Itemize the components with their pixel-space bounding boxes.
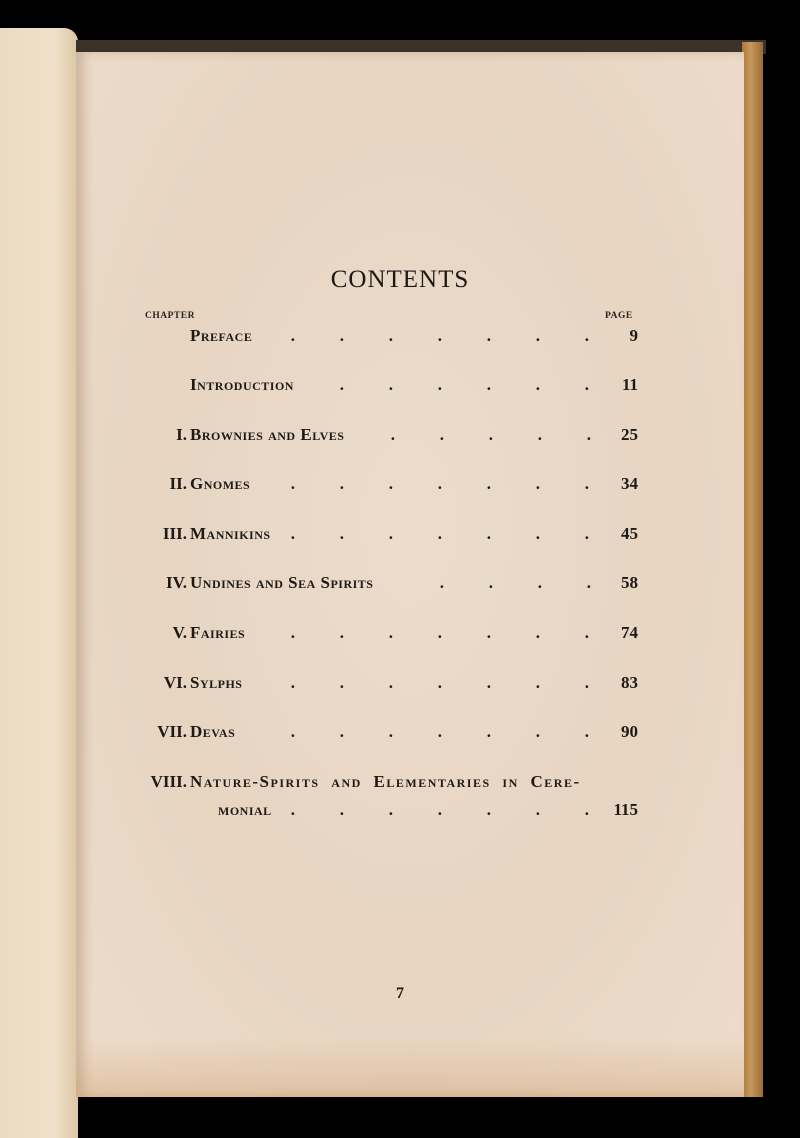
leader-dots: . . . . . . . xyxy=(290,800,589,819)
page-column-header: PAGE xyxy=(605,311,633,321)
leader-dots: . . . . . . xyxy=(339,375,589,394)
page-number: 83 xyxy=(621,673,638,692)
page-number: 34 xyxy=(621,474,638,493)
page-number: 11 xyxy=(621,375,638,394)
entry-title: Nature-Spirits and Elementaries in Cere- xyxy=(190,772,581,791)
page-number: 9 xyxy=(629,326,638,345)
chapter-number: II. xyxy=(169,474,187,493)
entry-title: Undines and Sea Spirits xyxy=(190,573,374,592)
leader-dots: . . . . . . . xyxy=(290,623,589,642)
entry-title: Fairies xyxy=(190,623,246,642)
page-title: CONTENTS xyxy=(330,266,470,293)
toc-entry-chapter-5 xyxy=(140,623,638,647)
leader-dots: . . . . . . . xyxy=(290,474,589,493)
entry-title: Preface xyxy=(190,326,253,345)
book-fore-edge xyxy=(742,42,763,1097)
toc-entry-introduction xyxy=(140,375,638,399)
chapter-number: VII. xyxy=(157,722,187,741)
toc-entry-chapter-3 xyxy=(140,524,638,548)
chapter-number: IV. xyxy=(166,573,187,592)
toc-entry-chapter-1 xyxy=(140,425,638,449)
toc-entry-chapter-2 xyxy=(140,474,638,498)
chapter-number: VI. xyxy=(163,673,187,692)
folio-page-number: 7 xyxy=(396,985,404,1002)
entry-title: Mannikins xyxy=(190,524,271,543)
leader-dots: . . . . . . . xyxy=(290,722,589,741)
chapter-number: III. xyxy=(162,524,187,543)
chapter-column-header: CHAPTER xyxy=(145,311,195,321)
entry-title: Sylphs xyxy=(190,673,243,692)
leader-dots: . . . . . . . xyxy=(290,673,589,692)
chapter-number: VIII. xyxy=(150,772,187,791)
page-number: 25 xyxy=(621,425,638,444)
leader-dots: . . . . . . . xyxy=(290,524,589,543)
page-number: 115 xyxy=(613,800,638,819)
toc-entry-chapter-8 xyxy=(140,772,638,796)
entry-title: Brownies and Elves xyxy=(190,425,345,444)
leader-dots: . . . . xyxy=(439,573,591,592)
page-number: 90 xyxy=(621,722,638,741)
chapter-number: I. xyxy=(176,425,187,444)
entry-title: Gnomes xyxy=(190,474,251,493)
chapter-number: V. xyxy=(172,623,187,642)
toc-entry-chapter-7 xyxy=(140,722,638,746)
foxing-stain xyxy=(76,1037,744,1097)
page-number: 45 xyxy=(621,524,638,543)
toc-entry-chapter-6 xyxy=(140,673,638,697)
leader-dots: . . . . . xyxy=(390,425,591,444)
toc-entry-chapter-8-continued xyxy=(140,800,638,824)
toc-entry-chapter-4 xyxy=(140,573,638,597)
toc-entry-preface xyxy=(140,326,638,350)
entry-title: Devas xyxy=(190,722,236,741)
page-number: 74 xyxy=(621,623,638,642)
entry-title-continued: monial xyxy=(218,800,272,819)
left-page xyxy=(0,28,78,1138)
leader-dots: . . . . . . . xyxy=(290,326,589,345)
page-number: 58 xyxy=(621,573,638,592)
entry-title: Introduction xyxy=(190,375,294,394)
